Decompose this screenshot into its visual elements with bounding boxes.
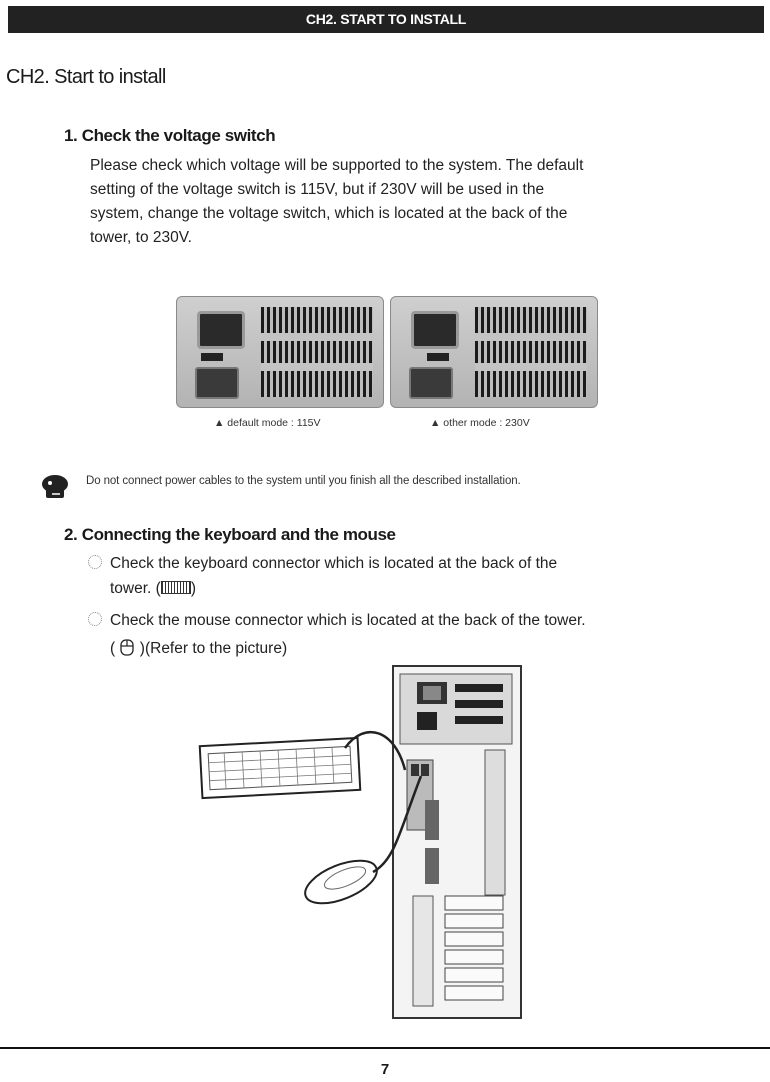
psu-other-mode-image: [390, 296, 598, 408]
caption-other-mode: ▲ other mode : 230V: [430, 417, 530, 429]
mouse-drawing: [299, 852, 382, 912]
paragraph-line: tower, to 230V.: [90, 229, 192, 246]
keyboard-icon: [161, 581, 191, 594]
page-number: 7: [380, 1061, 390, 1078]
ps2-keyboard-port-icon: [411, 764, 419, 776]
bullet-text: )(Refer to the picture): [139, 640, 288, 657]
bullet-mouse-line-1: [88, 612, 586, 630]
power-rocker-icon: [409, 367, 453, 399]
voltage-switch-icon: [201, 353, 223, 361]
tower-vent-icon: [455, 684, 503, 724]
power-socket-icon: [197, 311, 245, 349]
vent-grille-icon: [475, 307, 587, 397]
section-1-title: 1. Check the voltage switch: [64, 126, 276, 145]
power-socket-icon: [411, 311, 459, 349]
footer-rule: [0, 1047, 770, 1049]
paragraph-line: setting of the voltage switch is 115V, but if 230V will be used in the: [90, 181, 545, 198]
section-2-title: 2. Connecting the keyboard and the mouse: [64, 525, 396, 544]
bullet-circle-icon: [88, 612, 102, 626]
paragraph-line: system, change the voltage switch, which is located at the back of the: [90, 205, 568, 222]
keyboard-drawing: [200, 738, 361, 798]
chapter-header-bar: CH2. START TO INSTALL: [8, 6, 764, 33]
mouse-icon: [119, 638, 135, 656]
bullet-text: ): [190, 580, 196, 597]
power-rocker-icon: [195, 367, 239, 399]
bullet-mouse-line-2: [110, 638, 287, 658]
bullet-text: Check the mouse connector which is located at the back of the tower.: [110, 612, 586, 629]
bullet-keyboard-line-1: [88, 555, 557, 573]
warning-text: Do not connect power cables to the system until you finish all the described installation.: [86, 475, 521, 487]
paragraph-line: Please check which voltage will be supported to the system. The default: [90, 157, 584, 174]
ps2-mouse-port-icon: [421, 764, 429, 776]
chapter-title: CH2. Start to install: [6, 66, 166, 88]
bullet-text: Check the keyboard connector which is located at the back of the: [110, 555, 558, 572]
bullet-keyboard-line-2: [110, 580, 196, 598]
section-1-paragraph: [90, 154, 766, 250]
vent-grille-icon: [261, 307, 373, 397]
voltage-switch-icon: [427, 353, 449, 361]
tower-connection-illustration: [195, 660, 555, 1020]
warning-hand-icon: [40, 473, 70, 499]
bullet-text: tower. (: [110, 580, 161, 597]
psu-default-mode-image: [176, 296, 384, 408]
bullet-text: (: [110, 640, 116, 657]
bullet-circle-icon: [88, 555, 102, 569]
caption-default-mode: ▲ default mode : 115V: [214, 417, 321, 429]
